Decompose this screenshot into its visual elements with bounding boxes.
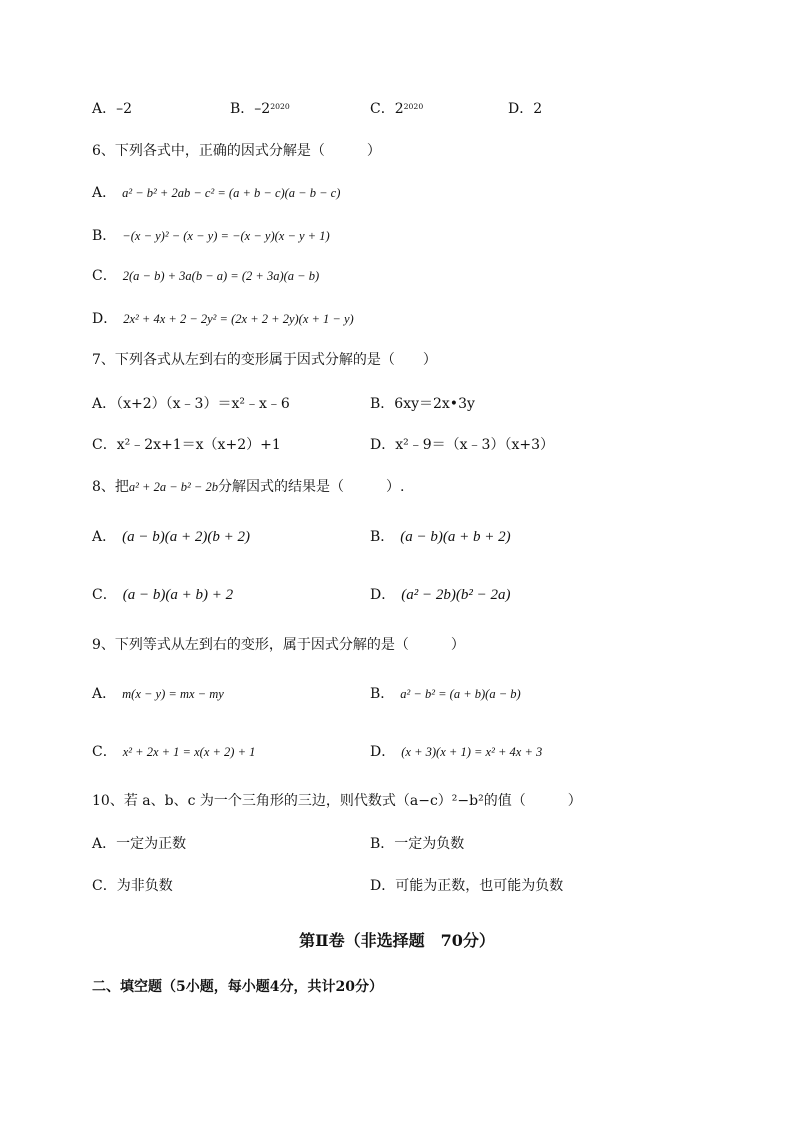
q9-option-a (92, 686, 224, 702)
q10-option-d-label: D． (370, 878, 396, 894)
q8-option-b (370, 529, 511, 545)
q8-option-d-label: D． (370, 587, 396, 603)
q6-option-c (92, 268, 319, 284)
q10-option-b (370, 836, 464, 852)
q7-option-c-expr: x²﹣2x+1＝x（x+2）+1 (116, 437, 281, 453)
q8-option-b-expr: (a − b)(a + b + 2) (400, 529, 511, 545)
q9-option-c (92, 744, 255, 760)
q7-option-b (370, 396, 475, 412)
q7-option-d-expr: x²﹣9＝（x﹣3）（x+3） (395, 437, 554, 453)
q10-option-a (92, 836, 186, 852)
q8-stem (92, 479, 404, 495)
q6-option-a (92, 185, 340, 201)
q8-option-a (92, 529, 250, 545)
q6-option-a-expr: a² − b² + 2ab − c² = (a + b − c)(a − b − c) (122, 186, 341, 200)
q8-option-c-expr: (a − b)(a + b) + 2 (122, 587, 234, 603)
q6-option-b-expr: −(x − y)² − (x − y) = −(x − y)(x − y + 1) (122, 229, 330, 243)
q6-option-c-expr: 2(a − b) + 3a(b − a) = (2 + 3a)(a − b) (122, 269, 320, 283)
q10-option-c (92, 878, 173, 894)
q8-stem-expr: a² + 2a − b² − 2b (128, 480, 218, 494)
q5-option-c (370, 101, 423, 117)
q8-option-d-expr: (a² − 2b)(b² − 2a) (401, 587, 511, 603)
q5-option-b-base: –2 (254, 101, 271, 117)
q5-option-c-exp: 2020 (403, 101, 424, 111)
q9-option-a-expr: m(x − y) = mx − my (122, 687, 224, 701)
q10-option-c-text: 为非负数 (116, 878, 173, 894)
q9-option-d-expr: (x + 3)(x + 1) = x² + 4x + 3 (401, 745, 543, 759)
q9-stem: 9、下列等式从左到右的变形，属于因式分解的是（ ） (92, 637, 465, 653)
q10-option-c-label: C． (92, 878, 117, 894)
q10-option-a-label: A． (92, 836, 117, 852)
q6-option-b (92, 228, 330, 244)
q5-option-b (230, 101, 290, 117)
q8-stem-post: 分解因式的结果是（ ）. (217, 479, 405, 495)
q6-option-d-label: D． (92, 311, 118, 327)
q5-option-c-label: C． (370, 101, 395, 117)
q5-option-b-exp: 2020 (270, 101, 290, 111)
q8-option-d (370, 587, 510, 603)
q8-option-a-expr: (a − b)(a + 2)(b + 2) (122, 529, 250, 545)
q10-option-d (370, 878, 563, 894)
q7-option-c (92, 437, 281, 453)
q7-option-c-label: C． (92, 437, 117, 453)
q9-option-a-label: A． (92, 686, 117, 702)
q8-option-c-label: C． (92, 587, 117, 603)
q7-option-b-expr: 6xy＝2x•3y (394, 396, 475, 412)
q7-option-d-label: D． (370, 437, 396, 453)
q7-option-d (370, 437, 554, 453)
q8-stem-pre: 8、把 (92, 479, 129, 495)
q7-option-a-expr: （x+2）（x﹣3）＝x²﹣x﹣6 (116, 396, 290, 412)
q8-option-c (92, 587, 233, 603)
q7-option-b-label: B． (370, 396, 395, 412)
q8-option-a-label: A． (92, 529, 117, 545)
q10-option-d-text: 可能为正数，也可能为负数 (395, 878, 564, 894)
q7-option-a (92, 396, 290, 412)
q6-option-a-label: A． (92, 185, 117, 201)
q10-option-a-text: 一定为正数 (116, 836, 187, 852)
q6-option-d-expr: 2x² + 4x + 2 − 2y² = (2x + 2 + 2y)(x + 1 − y) (123, 312, 354, 326)
q9-option-d (370, 744, 542, 760)
q6-option-d (92, 311, 354, 327)
q10-option-b-label: B． (370, 836, 395, 852)
q5-option-b-label: B． (230, 101, 255, 117)
q9-option-c-label: C． (92, 744, 117, 760)
q5-option-c-base: 2 (394, 101, 404, 117)
q7-stem: 7、下列各式从左到右的变形属于因式分解的是（ ） (92, 352, 437, 368)
q6-stem: 6、下列各式中，正确的因式分解是（ ） (92, 143, 381, 159)
q5-option-d: D．2 (508, 101, 543, 117)
q9-option-d-label: D． (370, 744, 396, 760)
section-2-title: 第Ⅱ卷（非选择题 70分） (299, 931, 495, 950)
q8-option-b-label: B． (370, 529, 395, 545)
q9-option-b-label: B． (370, 686, 395, 702)
q9-option-b (370, 686, 521, 702)
q5-option-a: A．–2 (92, 101, 133, 117)
section-2-part-heading: 二、填空题（5小题，每小题4分，共计20分） (92, 979, 383, 995)
q9-option-b-expr: a² − b² = (a + b)(a − b) (400, 687, 521, 701)
q10-option-b-text: 一定为负数 (394, 836, 465, 852)
q7-option-a-label: A． (92, 396, 117, 412)
q10-stem: 10、若 a、b、c 为一个三角形的三边，则代数式（a−c）²−b²的值（ ） (92, 793, 582, 809)
q6-option-b-label: B． (92, 228, 117, 244)
q9-option-c-expr: x² + 2x + 1 = x(x + 2) + 1 (122, 745, 256, 759)
q6-option-c-label: C． (92, 268, 117, 284)
